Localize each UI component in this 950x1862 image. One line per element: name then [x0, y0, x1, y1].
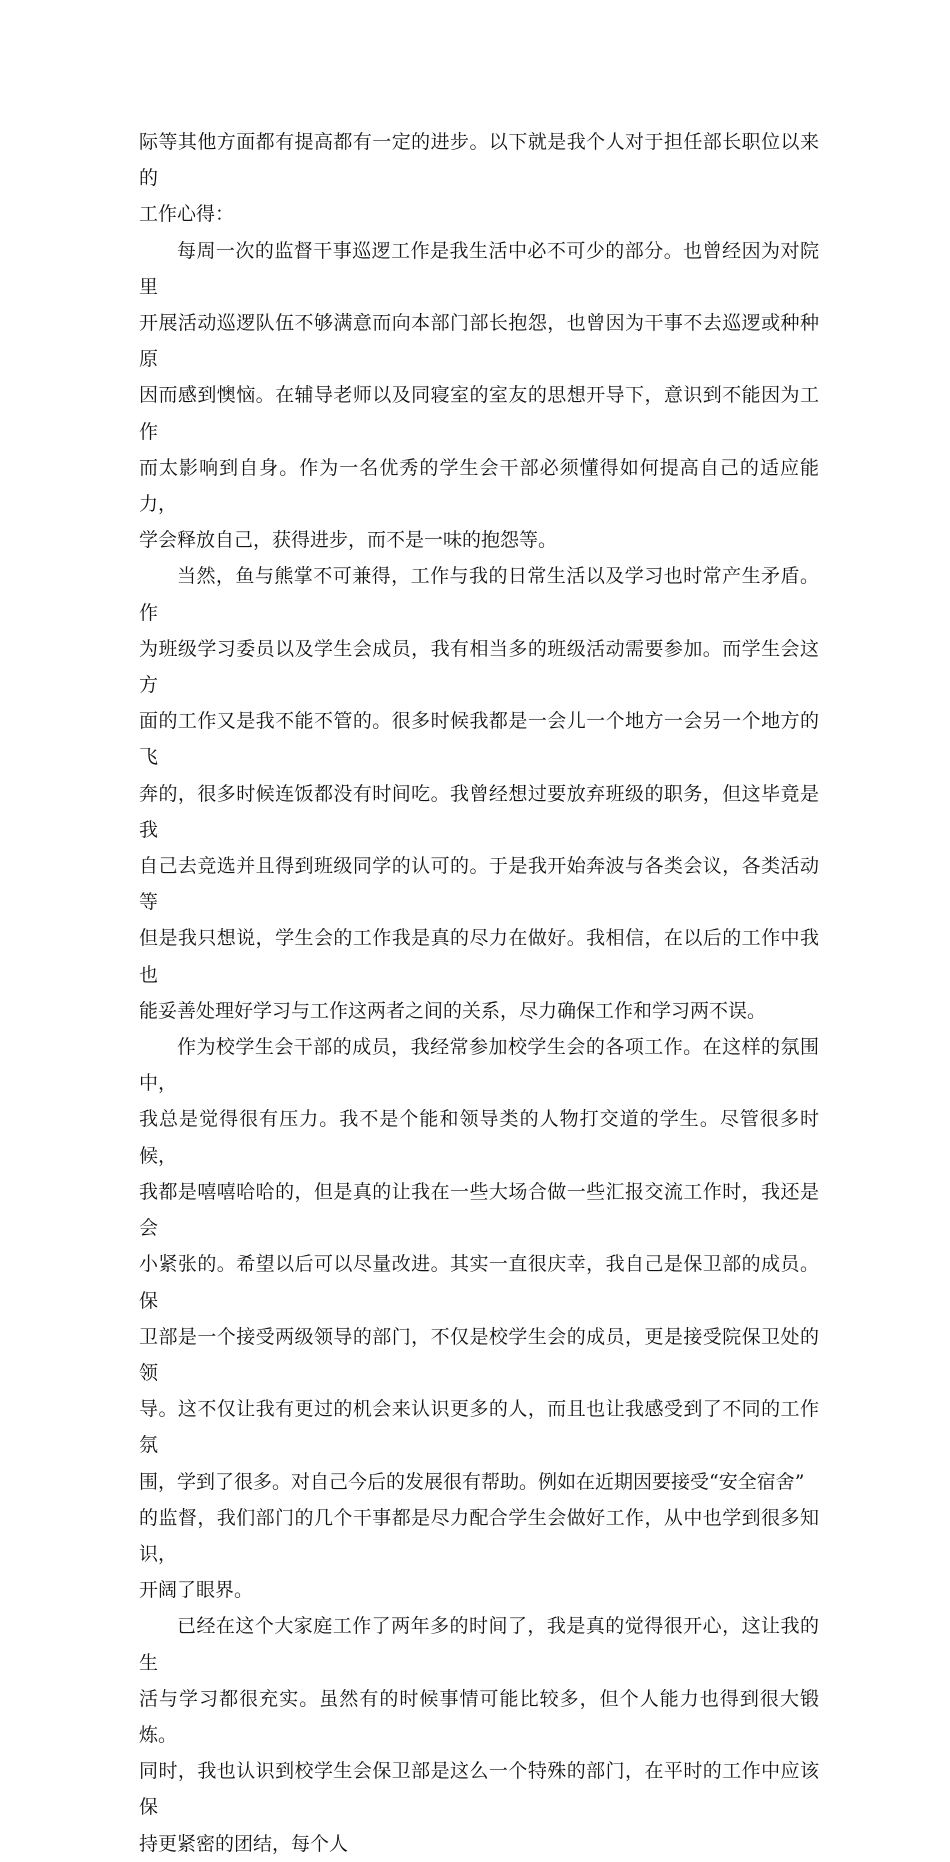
paragraph-conclusion: 已经在这个大家庭工作了两年多的时间了，我是真的觉得很开心，这让我的生 活与学习都很充实。虽然有的时候事情可能比较多，但个人能力也得到很大锻炼。 同时，我也认识到校学生会保卫部是这么一个特殊的部门，在平时的工作中应该保 持更紧密的团结，每个人 — [139, 1615, 819, 1855]
paragraph-patrol-work: 每周一次的监督干事巡逻工作是我生活中必不可少的部分。也曾经因为对院里 开展活动巡逻队伍不够满意而向本部门部长抱怨，也曾因为干事不去巡逻或种种原 因而感到懊恼。在辅导老师以及同寝室的室友的思想开导下，意识到不能因为工作 而太影响到自身。作为一名优秀的学生会干部必须懂得如何提高自己的适应能力， 学会释放自己，获得进步，而不是一味的抱怨等。 — [139, 239, 819, 552]
paragraph-continuation: 际等其他方面都有提高都有一定的进步。以下就是我个人对于担任部长职位以来的 工作心得： — [139, 131, 819, 226]
paragraph-balance-work-study: 当然，鱼与熊掌不可兼得，工作与我的日常生活以及学习也时常产生矛盾。作 为班级学习委员以及学生会成员，我有相当多的班级活动需要参加。而学生会这方 面的工作又是我不能不管的。很多时候我都是一会儿一个地方一会另一个地方的飞 奔的，很多时候连饭都没有时间吃。我曾经想过要放弃班级的职务，但这毕竟是我 自己去竞选并且得到班级同学的认可的。于是我开始奔波与各类会议，各类活动等 但是我只想说，学生会的工作我是真的尽力在做好。我相信，在以后的工作中我也 能妥善处理好学习与工作这两者之间的关系，尽力确保工作和学习两不误。 — [139, 565, 819, 1022]
document-body — [139, 124, 819, 1862]
paragraph-security-department: 作为校学生会干部的成员，我经常参加校学生会的各项工作。在这样的氛围中， 我总是觉得很有压力。我不是个能和领导类的人物打交道的学生。尽管很多时候， 我都是嘻嘻哈哈的，但是真的让我在一些大场合做一些汇报交流工作时，我还是会 小紧张的。希望以后可以尽量改进。其实一直很庆幸，我自己是保卫部的成员。保 卫部是一个接受两级领导的部门，不仅是校学生会的成员，更是接受院保卫处的领 导。这不仅让我有更过的机会来认识更多的人，而且也让我感受到了不同的工作氛 围，学到了很多。对自己今后的发展很有帮助。例如在近期因要接受“安全宿舍” 的监督，我们部门的几个干事都是尽力配合学生会做好工作，从中也学到很多知识， 开阔了眼界。 — [139, 1036, 819, 1602]
